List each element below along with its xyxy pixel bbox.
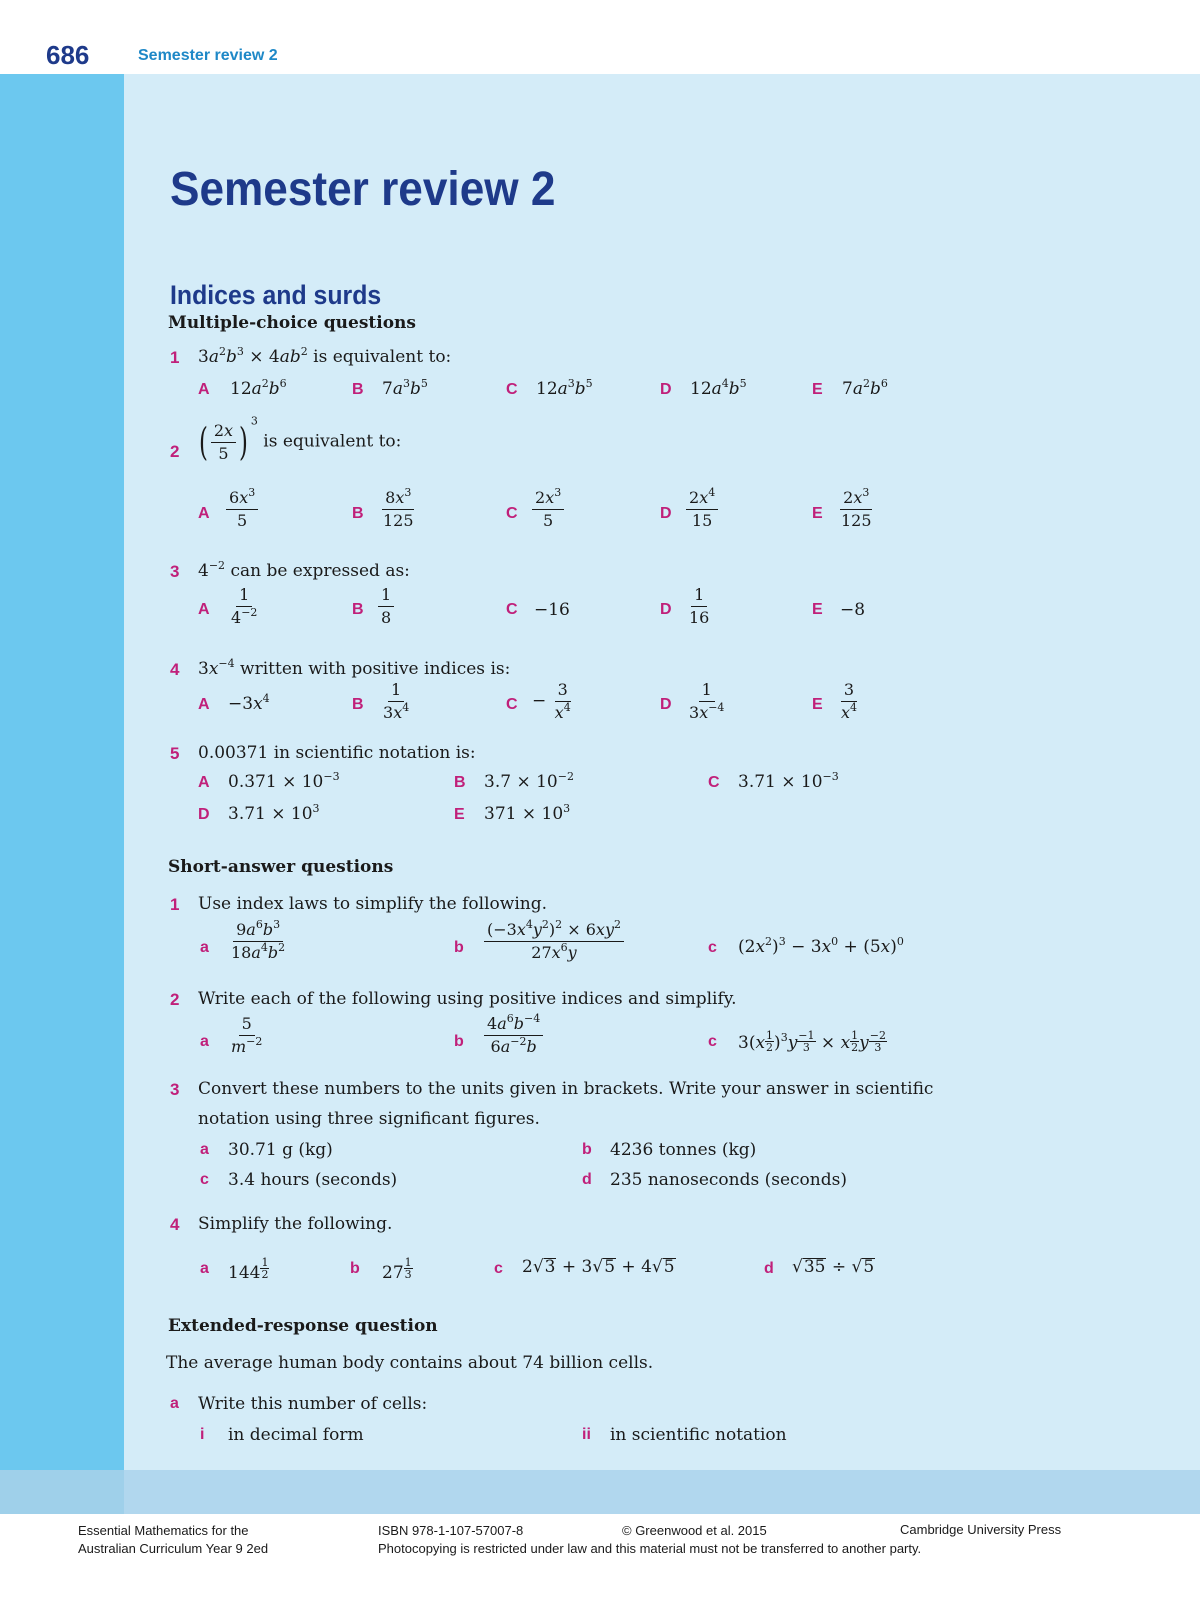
sa-q1-part-b: $\frac{(-3x^4y^2)^2 \times 6xy^2}{27x^6y}$ bbox=[484, 920, 624, 963]
sa-q3-stem-line1: Convert these numbers to the units given in brackets. Write your answer in scientific bbox=[198, 1079, 934, 1099]
sa-q3-part-b-label: b bbox=[582, 1141, 592, 1158]
mc-q2-option-c: $\frac{2x^3}{5}$ bbox=[532, 488, 564, 531]
mc-q5-option-d: $3.71 \times 10^3$ bbox=[228, 802, 320, 824]
footer-copyright: © Greenwood et al. 2015 bbox=[622, 1523, 767, 1538]
mc-q1-option-c: $12a^3b^5$ bbox=[536, 377, 593, 399]
mc-q2-option-e-label: E bbox=[812, 505, 823, 522]
sa-q1-part-a-label: a bbox=[200, 939, 209, 956]
sa-q4-part-d: √35 ÷ √5 bbox=[792, 1257, 875, 1277]
page-header bbox=[0, 0, 1200, 74]
mc-q5-option-e: $371 \times 10^3$ bbox=[484, 802, 571, 824]
er-heading: Extended-response question bbox=[168, 1316, 438, 1336]
sa-q3-part-a-label: a bbox=[200, 1141, 209, 1158]
mc-q4-option-d-label: D bbox=[660, 696, 672, 713]
sa-q1-part-b-label: b bbox=[454, 939, 464, 956]
mc-q5-option-b-label: B bbox=[454, 774, 466, 791]
mc-q2-number: 2 bbox=[170, 442, 180, 461]
sa-q3-part-a: 30.71 g (kg) bbox=[228, 1140, 333, 1160]
sa-q3-part-c: 3.4 hours (seconds) bbox=[228, 1170, 398, 1190]
sa-q1-part-c-label: c bbox=[708, 939, 717, 956]
mc-q1-option-a: $12a^2b^6$ bbox=[230, 377, 287, 399]
mc-q5-option-a: $0.371 \times 10^{-3}$ bbox=[228, 770, 340, 792]
mc-q2-option-b: $\frac{8x^3}{125}$ bbox=[383, 486, 414, 530]
sa-q4-part-b-label: b bbox=[350, 1260, 360, 1277]
running-head: Semester review 2 bbox=[138, 47, 278, 64]
mc-q4-option-e: $\frac{3}{x^4}$ bbox=[841, 680, 858, 722]
mc-q1-option-d: $12a^4b^5$ bbox=[690, 377, 747, 399]
mc-q1-number: 1 bbox=[170, 348, 180, 367]
mc-q5-option-d-label: D bbox=[198, 806, 210, 823]
mc-q4-option-b: $\frac{1}{3x^4}$ bbox=[383, 680, 410, 722]
mc-q3-option-d: $\frac{1}{16}$ bbox=[689, 585, 710, 627]
er-part-i-label: i bbox=[200, 1426, 205, 1443]
mc-q2-option-a: $\frac{6x^3}{5}$ bbox=[226, 488, 258, 531]
mc-q4-option-c-label: C bbox=[506, 696, 518, 713]
mc-q2-option-b-label: B bbox=[352, 505, 364, 522]
sa-q1-part-a: $\frac{9a^6b^3}{18a^4b^2}$ bbox=[231, 918, 286, 962]
sa-q4-stem: Simplify the following. bbox=[198, 1214, 393, 1234]
mc-q2-stem: ( $\frac{2x}{5}$ ) $^3$ is equivalent to: bbox=[198, 414, 402, 464]
mc-q4-option-e-label: E bbox=[812, 696, 823, 713]
page-title: Semester review 2 bbox=[170, 163, 556, 216]
sa-q2-part-a: $\frac{5}{m^{-2}}$ bbox=[231, 1014, 263, 1056]
mc-q4-option-a: $-3x^4$ bbox=[228, 692, 270, 714]
sa-q2-part-c: 3(x $\frac{1}{2}$ )$^3$y $\frac{-1}{3}$ × x $\frac{1}{2}$ y $\frac{-2}{3}$ bbox=[738, 1029, 886, 1054]
mc-q4-option-d: $\frac{1}{3x^{-4}}$ bbox=[689, 680, 725, 722]
er-part-a-label: a bbox=[170, 1395, 179, 1412]
sa-q3-part-c-label: c bbox=[200, 1171, 209, 1188]
bottom-strip bbox=[0, 1470, 1200, 1514]
sa-q4-part-a: 144 $\frac{1}{2}$ bbox=[228, 1256, 269, 1283]
mc-q4-option-a-label: A bbox=[198, 696, 210, 713]
mc-q1-option-d-label: D bbox=[660, 381, 672, 398]
mc-q4-stem: $3x^{-4}$ written with positive indices is: bbox=[198, 657, 511, 679]
mc-q1-option-b-label: B bbox=[352, 381, 364, 398]
mc-q3-number: 3 bbox=[170, 562, 180, 581]
sa-q4-part-b: 27 $\frac{1}{3}$ bbox=[382, 1256, 412, 1283]
mc-q2-option-c-label: C bbox=[506, 505, 518, 522]
sa-q4-part-c: 2√3 + 3√5 + 4√5 bbox=[522, 1257, 675, 1277]
mc-q5-option-a-label: A bbox=[198, 774, 210, 791]
mc-q2-option-d: $\frac{2x^4}{15}$ bbox=[686, 488, 718, 531]
mc-q3-option-e-label: E bbox=[812, 601, 823, 618]
sa-heading: Short-answer questions bbox=[168, 857, 394, 877]
sa-q1-number: 1 bbox=[170, 895, 180, 914]
mc-q5-option-c: $3.71 \times 10^{-3}$ bbox=[738, 770, 839, 792]
footer-publisher: Cambridge University Press bbox=[900, 1522, 1062, 1537]
footer-notice: Photocopying is restricted under law and this material must not be transferred to another party. bbox=[378, 1541, 922, 1556]
mc-q3-stem: $4^{-2}$ can be expressed as: bbox=[198, 559, 410, 581]
sa-q2-stem: Write each of the following using positive indices and simplify. bbox=[198, 989, 737, 1009]
mc-q4-number: 4 bbox=[170, 660, 180, 679]
mc-q3-option-c: −16 bbox=[534, 600, 570, 620]
mc-q1-stem: $3a^2b^3 \times 4ab^2$ is equivalent to: bbox=[198, 345, 452, 367]
section-heading: Indices and surds bbox=[170, 280, 382, 310]
sa-q4-part-c-label: c bbox=[494, 1260, 503, 1277]
sa-q3-part-d-label: d bbox=[582, 1171, 592, 1188]
mc-q1-option-a-label: A bbox=[198, 381, 210, 398]
mc-q5-option-c-label: C bbox=[708, 774, 720, 791]
footer-book-line2: Australian Curriculum Year 9 2ed bbox=[78, 1541, 269, 1556]
mc-q2-option-e: $\frac{2x^3}{125}$ bbox=[841, 486, 872, 530]
mc-q4-option-b-label: B bbox=[352, 696, 364, 713]
mc-heading: Multiple-choice questions bbox=[168, 313, 416, 333]
mc-q3-option-e: −8 bbox=[840, 600, 866, 620]
bottom-strip-corner bbox=[0, 1470, 124, 1514]
mc-q3-option-c-label: C bbox=[506, 601, 518, 618]
footer-isbn: ISBN 978-1-107-57007-8 bbox=[378, 1523, 524, 1538]
sa-q4-part-a-label: a bbox=[200, 1260, 209, 1277]
sa-q1-part-c: $(2x^2)^3 - 3x^0 + (5x)^0$ bbox=[738, 935, 904, 957]
page-number: 686 bbox=[46, 40, 90, 70]
mc-q2-option-a-label: A bbox=[198, 505, 210, 522]
mc-q5-stem: 0.00371 in scientific notation is: bbox=[198, 743, 476, 763]
mc-q3-option-b: $\frac{1}{8}$ bbox=[378, 585, 394, 628]
mc-q5-number: 5 bbox=[170, 744, 180, 763]
mc-q5-option-e-label: E bbox=[454, 806, 465, 823]
er-intro: The average human body contains about 74 billion cells. bbox=[166, 1353, 654, 1373]
mc-q3-option-d-label: D bbox=[660, 601, 672, 618]
mc-q4-option-c: − $\frac{3}{x^4}$ bbox=[532, 680, 571, 722]
sa-q3-part-b: 4236 tonnes (kg) bbox=[610, 1140, 757, 1160]
sa-q2-part-a-label: a bbox=[200, 1033, 209, 1050]
mc-q2-option-d-label: D bbox=[660, 505, 672, 522]
left-color-band bbox=[0, 74, 124, 1514]
mc-q1-option-c-label: C bbox=[506, 381, 518, 398]
er-part-a: Write this number of cells: bbox=[198, 1394, 428, 1414]
mc-q3-option-a-label: A bbox=[198, 601, 210, 618]
sa-q4-part-d-label: d bbox=[764, 1260, 774, 1277]
er-part-i: in decimal form bbox=[228, 1425, 364, 1445]
sa-q2-number: 2 bbox=[170, 990, 180, 1009]
sa-q1-stem: Use index laws to simplify the following. bbox=[198, 894, 547, 914]
sa-q4-number: 4 bbox=[170, 1215, 180, 1234]
sa-q2-part-c-label: c bbox=[708, 1033, 717, 1050]
mc-q1-option-e-label: E bbox=[812, 381, 823, 398]
mc-q3-option-b-label: B bbox=[352, 601, 364, 618]
sa-q3-stem-line2: notation using three significant figures. bbox=[198, 1109, 540, 1129]
mc-q3-option-a: $\frac{1}{4^{-2}}$ bbox=[231, 585, 258, 627]
sa-q2-part-b-label: b bbox=[454, 1033, 464, 1050]
sa-q3-part-d: 235 nanoseconds (seconds) bbox=[610, 1170, 847, 1190]
mc-q5-option-b: $3.7 \times 10^{-2}$ bbox=[484, 770, 574, 792]
er-part-ii: in scientific notation bbox=[610, 1425, 787, 1445]
mc-q1-option-b: $7a^3b^5$ bbox=[382, 377, 428, 399]
er-part-ii-label: ii bbox=[582, 1426, 591, 1443]
sa-q3-number: 3 bbox=[170, 1080, 180, 1099]
sa-q2-part-b: $\frac{4a^6b^{-4}}{6a^{-2}b}$ bbox=[484, 1014, 543, 1057]
mc-q1-option-e: $7a^2b^6$ bbox=[842, 377, 888, 399]
footer-book-line1: Essential Mathematics for the bbox=[78, 1523, 249, 1538]
